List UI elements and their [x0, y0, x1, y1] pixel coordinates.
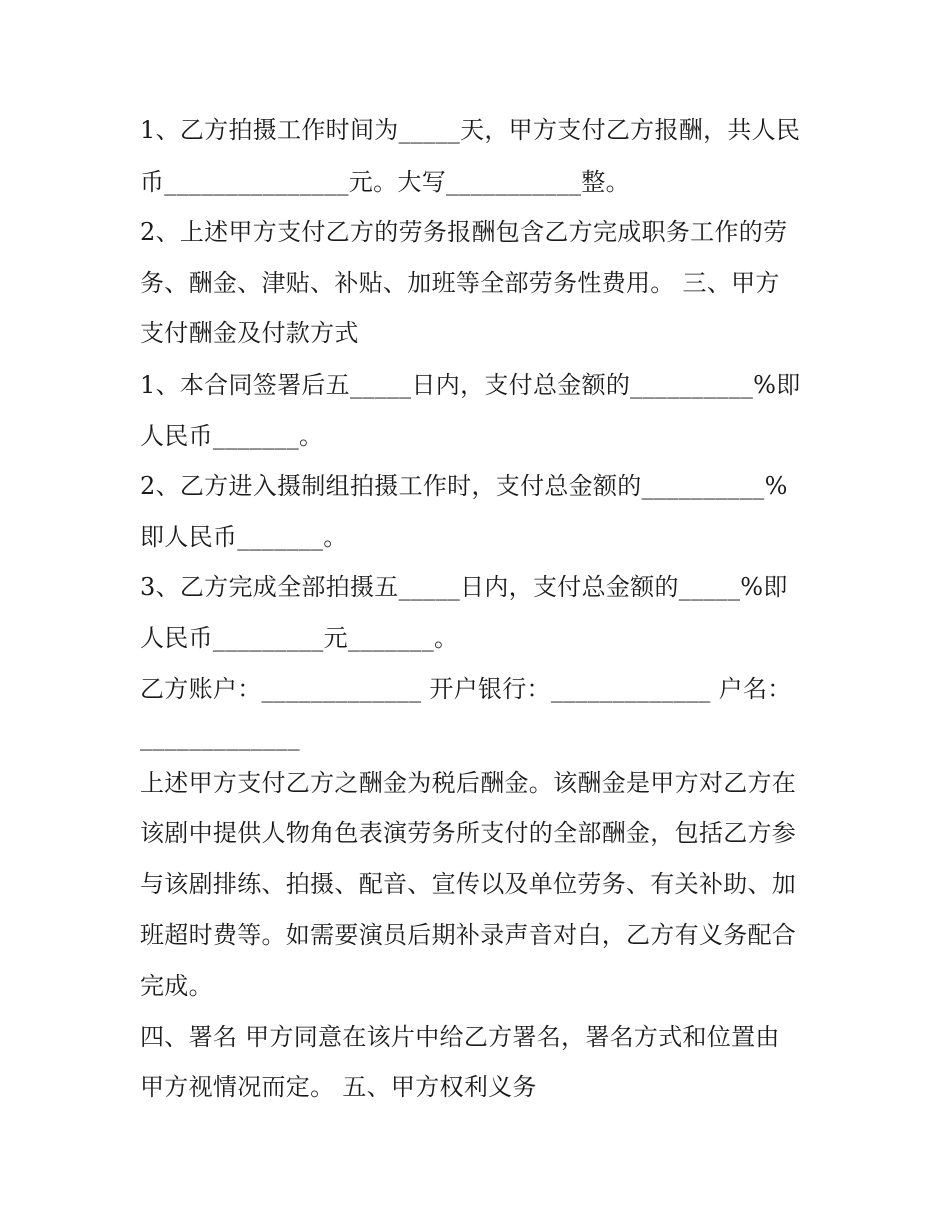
paragraph-line: 2、乙方进入摄制组拍摄工作时，支付总金额的__________% [140, 472, 788, 500]
paragraph-line: 3、乙方完成全部拍摄五_____日内，支付总金额的_____%即 [140, 573, 788, 601]
paragraph-line: 1、乙方拍摄工作时间为_____天，甲方支付乙方报酬，共人民 [140, 116, 801, 144]
paragraph-line: 四、署名 甲方同意在该片中给乙方署名，署名方式和位置由 [140, 1023, 780, 1051]
paragraph-line: 人民币_________元_______。 [140, 624, 459, 652]
paragraph-line: 班超时费等。如需要演员后期补录声音对白，乙方有义务配合 [140, 921, 797, 949]
paragraph-line: 人民币_______。 [140, 422, 324, 450]
paragraph-line: 2、上述甲方支付乙方的劳务报酬包含乙方完成职务工作的劳 [140, 218, 788, 246]
paragraph-line: 上述甲方支付乙方之酬金为税后酬金。该酬金是甲方对乙方在 [140, 769, 797, 797]
paragraph-line: 即人民币_______。 [140, 523, 348, 551]
paragraph-line: 完成。 [140, 972, 213, 1000]
paragraph-line: 务、酬金、津贴、补贴、加班等全部劳务性费用。 三、甲方 [140, 269, 780, 297]
paragraph-line: 该剧中提供人物角色表演劳务所支付的全部酬金，包括乙方参 [140, 819, 797, 847]
paragraph-line: 币_______________元。大写___________整。 [140, 168, 630, 196]
paragraph-line: 支付酬金及付款方式 [140, 319, 359, 347]
paragraph-line: 乙方账户：_____________ 开户银行：_____________ 户名： [140, 675, 792, 703]
paragraph-line: 与该剧排练、拍摄、配音、宣传以及单位劳务、有关补助、加 [140, 870, 797, 898]
paragraph-line: _____________ [140, 723, 300, 751]
paragraph-line: 1、本合同签署后五_____日内，支付总金额的__________%即 [140, 371, 801, 399]
paragraph-line: 甲方视情况而定。 五、甲方权利义务 [140, 1073, 537, 1101]
